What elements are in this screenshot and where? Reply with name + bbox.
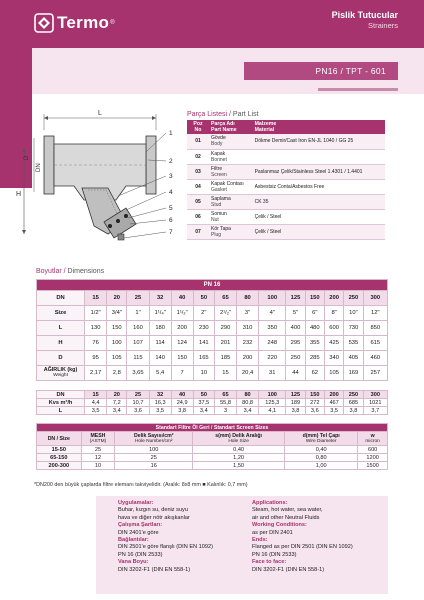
dims-row-cell: 130: [85, 321, 107, 336]
dims-group-row: [37, 280, 388, 291]
dim-dn-label: DN: [36, 163, 42, 172]
dims-dn-row-cell: 150: [305, 291, 324, 306]
dims-row-cell: 100: [107, 336, 127, 351]
dims-size-row-cell: 3/4": [107, 306, 127, 321]
kvs-l-row-label: L: [37, 407, 85, 415]
part-name: [209, 149, 253, 164]
kvs-dn-row-cell: 20: [107, 391, 127, 399]
weight-cell: 257: [363, 366, 387, 381]
dims-row-cell: 460: [363, 351, 387, 366]
dims-dn-row-cell: 80: [236, 291, 258, 306]
dims-row-label: D: [37, 351, 85, 366]
dims-dn-row-cell: 100: [259, 291, 286, 306]
weight-cell: 62: [305, 366, 324, 381]
screens-cell: 65-150: [37, 454, 82, 462]
kvs-row-cell: 80,8: [236, 399, 258, 407]
screens-cell: 1,50: [193, 462, 285, 470]
dims-row-cell: 140: [149, 351, 171, 366]
dims-row-cell: 350: [259, 321, 286, 336]
strainer-drawing: [8, 100, 192, 250]
part-name-en: Stud: [211, 201, 222, 208]
part-name-en: Screen: [211, 171, 227, 178]
dims-row-cell: 150: [171, 351, 193, 366]
callout-6: 6: [169, 217, 173, 224]
weight-cell: 44: [286, 366, 305, 381]
screens-group-row: [37, 424, 388, 432]
parts-col-no: Poz No: [187, 120, 209, 134]
dims-dn-row-cell: 125: [286, 291, 305, 306]
part-no: 05: [187, 194, 209, 209]
part-name-tr: Saplama: [211, 195, 231, 202]
screens-header: [81, 432, 115, 446]
dims-row-cell: 185: [215, 351, 237, 366]
model-code: PN16 / TPT - 601: [244, 62, 398, 80]
part-name-tr: Filtre: [211, 165, 223, 172]
part-name-en: Bonnet: [211, 156, 227, 163]
brand-reg: ®: [110, 20, 115, 26]
screens-cell: 25: [81, 446, 115, 454]
dims-row-cell: 160: [127, 321, 149, 336]
weight-cell: 105: [324, 366, 343, 381]
dim-d-label: D: [24, 155, 30, 160]
parts-row: [187, 164, 385, 179]
dims-dn-row-cell: 65: [215, 291, 237, 306]
dims-row-cell: 480: [305, 321, 324, 336]
part-name: [209, 194, 253, 209]
kvs-row-cell: 55,8: [215, 399, 237, 407]
page-title: [332, 10, 398, 31]
dims-group: PN 16: [37, 280, 388, 291]
screens-header-sub: Hole Number/cm²: [134, 438, 173, 444]
part-no: 02: [187, 149, 209, 164]
parts-row: [187, 224, 385, 239]
screens-header-main: s(mm) Delik Aralığı: [215, 432, 262, 439]
kvs-l-row-cell: 3,7: [363, 407, 387, 415]
kvs-dn-row-cell: 100: [259, 391, 286, 399]
screens-row: [37, 446, 388, 454]
part-name: [209, 224, 253, 239]
dims-row-label: H: [37, 336, 85, 351]
title-en: Strainers: [367, 21, 398, 30]
kvs-l-row-cell: 3: [215, 407, 237, 415]
dims-size-row-cell: 1¹/₄": [149, 306, 171, 321]
dims-size-row-cell: 1/2": [85, 306, 107, 321]
screens-row: [37, 454, 388, 462]
callout-1: 1: [169, 130, 173, 137]
note-text: as per DIN 2401: [252, 529, 293, 536]
kvs-l-row-cell: 3,4: [107, 407, 127, 415]
callout-2: 2: [169, 158, 173, 165]
screens-cell: 15-50: [37, 446, 82, 454]
part-name-tr: Gövde: [211, 135, 226, 142]
notes-en: [252, 500, 392, 574]
dimensions-title-tr: Boyutlar /: [36, 268, 66, 275]
dims-row: [37, 336, 388, 351]
dims-dn-row-cell: 200: [324, 291, 343, 306]
part-name-en: Body: [211, 141, 223, 148]
dims-dn-row: [37, 291, 388, 306]
kvs-dn-row-cell: 25: [127, 391, 149, 399]
dims-row-cell: 400: [286, 321, 305, 336]
weight-label: [37, 366, 85, 381]
dims-row-label: L: [37, 321, 85, 336]
screens-cell: 0,40: [285, 446, 358, 454]
dims-row-cell: 124: [171, 336, 193, 351]
dims-row-cell: 600: [324, 321, 343, 336]
kvs-l-row-cell: 3,5: [85, 407, 107, 415]
note-heading: Applications:: [252, 500, 288, 506]
dims-weight-row: [37, 366, 388, 381]
kvs-l-row-cell: 3,8: [286, 407, 305, 415]
kvs-row-cell: 189: [286, 399, 305, 407]
parts-col-name: Parça Adı Part Name: [209, 120, 253, 134]
dims-row-cell: 290: [215, 321, 237, 336]
note-heading: Vana Boyu:: [118, 559, 149, 566]
dims-row-cell: 405: [344, 351, 363, 366]
kvs-dn-row-cell: 50: [193, 391, 215, 399]
screens-cell: 200-300: [37, 462, 82, 470]
screens-header-main: Delik Sayısı/cm²: [133, 432, 174, 439]
screens-cell: 100: [115, 446, 193, 454]
dims-row-cell: 615: [363, 336, 387, 351]
screens-cell: 10: [81, 462, 115, 470]
screens-header: [358, 432, 388, 446]
kvs-l-row-cell: 3,8: [344, 407, 363, 415]
kvs-row-cell: 10,7: [127, 399, 149, 407]
note-text: PN 16 (DIN 2533): [252, 551, 297, 558]
dims-row-cell: 107: [127, 336, 149, 351]
dims-dn-row-cell: 25: [127, 291, 149, 306]
parts-row: [187, 194, 385, 209]
weight-cell: 169: [344, 366, 363, 381]
screens-header-row: [37, 432, 388, 446]
divider: [318, 88, 398, 91]
part-name-tr: Kapak Contası: [211, 180, 244, 187]
part-material: Dökme Demir/Cast Iron EN-JL 1040 / GG 25: [253, 134, 385, 149]
dims-size-row-cell: 4": [259, 306, 286, 321]
kvs-row-cell: 1021: [363, 399, 387, 407]
parts-title: [187, 111, 259, 118]
screens-row: [37, 462, 388, 470]
part-name-en: Plug: [211, 231, 222, 238]
kvs-row-cell: 272: [305, 399, 324, 407]
kvs-dn-row-label: DN: [37, 391, 85, 399]
kvs-dn-row-cell: 65: [215, 391, 237, 399]
dims-row-cell: 76: [85, 336, 107, 351]
dims-row-cell: 310: [236, 321, 258, 336]
note-text: Steam, hot water, sea water,: [252, 507, 323, 514]
part-no: 03: [187, 164, 209, 179]
dims-row-cell: 232: [236, 336, 258, 351]
dims-row-cell: 201: [215, 336, 237, 351]
parts-row: [187, 149, 385, 164]
dims-row-cell: 95: [85, 351, 107, 366]
dims-row: [37, 321, 388, 336]
screens-cell: 1500: [358, 462, 388, 470]
dims-row-cell: 141: [193, 336, 215, 351]
note-heading: Uygulamalar:: [118, 500, 154, 506]
kvs-dn-row-cell: 80: [236, 391, 258, 399]
title-tr: Pislik Tutucular: [331, 10, 398, 20]
parts-row: [187, 179, 385, 194]
dims-row-cell: 165: [193, 351, 215, 366]
part-material: Asbestsiz Conta/Asbestos Free: [253, 179, 385, 194]
parts-row: [187, 209, 385, 224]
note-heading: Working Conditions:: [252, 522, 307, 529]
dims-row-cell: 285: [305, 351, 324, 366]
screens-header-sub: (ASTM): [89, 438, 107, 444]
kvs-row-cell: 24,9: [171, 399, 193, 407]
screens-cell: 1,20: [193, 454, 285, 462]
weight-cell: 31: [259, 366, 286, 381]
dims-size-row-cell: 1": [127, 306, 149, 321]
weight-cell: 7: [171, 366, 193, 381]
header-bar: [0, 0, 424, 48]
screens-cell: 12: [81, 454, 115, 462]
dims-row-cell: 535: [344, 336, 363, 351]
note-text: PN 16 (DIN 2533): [118, 551, 163, 558]
dims-row-cell: 355: [305, 336, 324, 351]
dims-dn-row-label: DN: [37, 291, 85, 306]
part-name-tr: Kör Tapa: [211, 225, 231, 232]
dims-row-cell: 250: [286, 351, 305, 366]
kvs-l-row-cell: 3,5: [149, 407, 171, 415]
screens-cell: 0,80: [285, 454, 358, 462]
screens-cell: 1200: [358, 454, 388, 462]
dims-row-cell: 105: [107, 351, 127, 366]
part-material: Çelik / Steel: [253, 209, 385, 224]
screens-header-sub: micron: [365, 438, 380, 444]
kvs-dn-row-cell: 200: [324, 391, 343, 399]
screens-header-main: DN / Size: [47, 435, 70, 442]
kvs-dn-row: [37, 391, 388, 399]
callout-5: 5: [169, 205, 173, 212]
screens-header-main: MESH: [90, 432, 106, 439]
dims-size-row-cell: 8": [324, 306, 343, 321]
part-material: [253, 149, 385, 164]
part-name-tr: Somun: [211, 210, 227, 217]
part-no: 07: [187, 224, 209, 239]
dims-size-row-cell: 12": [363, 306, 387, 321]
spacer-cell: [37, 381, 388, 391]
weight-cell: 20,4: [236, 366, 258, 381]
dims-row-cell: 200: [236, 351, 258, 366]
kvs-row-cell: 467: [324, 399, 343, 407]
brand-name: Termo: [57, 13, 110, 32]
dims-dn-row-cell: 300: [363, 291, 387, 306]
dims-row-cell: 340: [324, 351, 343, 366]
termo-logo-icon: [34, 13, 54, 33]
screens-header-main: w: [370, 432, 375, 439]
parts-title-tr: Parça Listesi /: [187, 111, 231, 118]
part-material: Paslanmaz Çelik/Stainless Steel 1.4301 / 1.4401: [253, 164, 385, 179]
dims-row-cell: 730: [344, 321, 363, 336]
kvs-row-cell: 16,3: [149, 399, 171, 407]
dim-l-label: L: [98, 110, 102, 117]
weight-cell: 10: [193, 366, 215, 381]
note-heading: Çalışma Şartları:: [118, 522, 163, 529]
weight-cell: 5,4: [149, 366, 171, 381]
note-heading: Bağlantılar:: [118, 537, 149, 544]
dims-spacer: [37, 381, 388, 391]
kvs-l-row-cell: 3,8: [171, 407, 193, 415]
parts-header-row: [187, 120, 385, 134]
dims-dn-row-cell: 20: [107, 291, 127, 306]
kvs-row-cell: 4,4: [85, 399, 107, 407]
kvs-dn-row-cell: 32: [149, 391, 171, 399]
note-text: DIN 3202-F1 (DIN EN 558-1): [252, 566, 325, 573]
footnote: *DN200 den büyük çaplarda filtre elemanı takviyelidir. (Aralık: 8x8 mm ■ Kalınlık: 0,7 mm): [34, 482, 248, 488]
dims-row-cell: 220: [259, 351, 286, 366]
screens-header: [37, 432, 82, 446]
screens-header-main: d(mm) Tel Çapı: [302, 432, 340, 439]
screens-header: [115, 432, 193, 446]
callout-3: 3: [169, 173, 173, 180]
screens-header: [285, 432, 358, 446]
note-text: DIN 2401'e göre: [118, 529, 159, 536]
note-text: DIN 3202-F1 (DIN EN 558-1): [118, 566, 191, 573]
note-text: DIN 2501'e göre flanşlı (DIN EN 1092): [118, 544, 213, 551]
dims-row-cell: 230: [193, 321, 215, 336]
kvs-l-row-cell: 3,6: [305, 407, 324, 415]
dims-dn-row-cell: 50: [193, 291, 215, 306]
screens-cell: 600: [358, 446, 388, 454]
kvs-l-row-cell: 3,5: [324, 407, 343, 415]
part-name: [209, 164, 253, 179]
kvs-dn-row-cell: 15: [85, 391, 107, 399]
dims-size-row-cell: 3": [236, 306, 258, 321]
kvs-row-cell: 125,3: [259, 399, 286, 407]
kvs-row: [37, 399, 388, 407]
parts-col-material: Malzeme Material: [253, 120, 385, 134]
dims-row-cell: 850: [363, 321, 387, 336]
weight-cell: 2,8: [107, 366, 127, 381]
dims-size-row-cell: 10": [344, 306, 363, 321]
dims-size-row-cell: 2¹/₂": [215, 306, 237, 321]
part-name-tr: Kapak: [211, 150, 226, 157]
part-name: [209, 179, 253, 194]
part-name-en: Gasket: [211, 186, 227, 193]
screens-cell: 16: [115, 462, 193, 470]
dimensions-title-en: Dimensions: [65, 268, 105, 275]
dims-row-cell: 115: [127, 351, 149, 366]
kvs-dn-row-cell: 40: [171, 391, 193, 399]
callout-4: 4: [169, 189, 173, 196]
screens-header-sub: Hole Size: [228, 438, 249, 444]
dims-row: [37, 351, 388, 366]
dims-size-row-cell: 2": [193, 306, 215, 321]
kvs-l-row: [37, 407, 388, 415]
dims-dn-row-cell: 250: [344, 291, 363, 306]
dims-size-row-label: Size: [37, 306, 85, 321]
part-no: 04: [187, 179, 209, 194]
weight-label-tr: AĞIRLIK (kg): [43, 367, 78, 373]
note-heading: Ends:: [252, 537, 268, 544]
kvs-l-row-cell: 3,4: [236, 407, 258, 415]
note-text: hava ve diğer nötr akışkanlar: [118, 514, 190, 521]
brand-logo: [34, 13, 115, 33]
kvs-dn-row-cell: 125: [286, 391, 305, 399]
kvs-row-cell: 7,2: [107, 399, 127, 407]
screens-header-sub: Wire Diameter: [305, 438, 337, 444]
screen-sizes-table: [36, 423, 388, 470]
dimensions-table: [36, 279, 388, 415]
weight-cell: 15: [215, 366, 237, 381]
dims-row-cell: 248: [259, 336, 286, 351]
kvs-row-cell: 37,5: [193, 399, 215, 407]
kvs-l-row-cell: 3,6: [127, 407, 149, 415]
part-name: [209, 134, 253, 149]
dims-row-cell: 425: [324, 336, 343, 351]
callout-7: 7: [169, 229, 173, 236]
dimensions-title: [36, 268, 104, 275]
kvs-dn-row-cell: 150: [305, 391, 324, 399]
note-text: Buhar, kızgın su, deniz suyu: [118, 507, 188, 514]
dims-size-row-cell: 1¹/₂": [171, 306, 193, 321]
kvs-l-row-cell: 3,4: [193, 407, 215, 415]
part-no: 06: [187, 209, 209, 224]
kvs-dn-row-cell: 300: [363, 391, 387, 399]
dims-dn-row-cell: 40: [171, 291, 193, 306]
screens-cell: 25: [115, 454, 193, 462]
dims-row-cell: 150: [107, 321, 127, 336]
part-material: Çelik / Steel: [253, 224, 385, 239]
weight-label-en: Weight: [53, 373, 68, 378]
dims-row-cell: 200: [171, 321, 193, 336]
screens-cell: 1,00: [285, 462, 358, 470]
dims-size-row-cell: 6": [305, 306, 324, 321]
dims-size-row: [37, 306, 388, 321]
note-heading: Face to face:: [252, 559, 287, 566]
screens-group: Standart Filtre Öl Geri / Standart Screen Sizes: [37, 424, 388, 432]
part-no: 01: [187, 134, 209, 149]
kvs-row-label: Kvs m³/h: [37, 399, 85, 407]
part-name: [209, 209, 253, 224]
dims-row-cell: 114: [149, 336, 171, 351]
parts-row: [187, 134, 385, 149]
dims-size-row-cell: 5": [286, 306, 305, 321]
dim-h-label: H: [16, 191, 22, 198]
note-text: Flanged as per DIN 2501 (DIN EN 1092): [252, 544, 353, 551]
kvs-dn-row-cell: 250: [344, 391, 363, 399]
kvs-l-row-cell: 4,1: [259, 407, 286, 415]
weight-cell: 3,65: [127, 366, 149, 381]
parts-title-en: Part List: [230, 111, 259, 118]
dims-row-cell: 295: [286, 336, 305, 351]
dims-dn-row-cell: 32: [149, 291, 171, 306]
part-name-en: Nut: [211, 216, 219, 223]
dims-dn-row-cell: 15: [85, 291, 107, 306]
note-text: air and other Neutral Fluids: [252, 514, 320, 521]
dims-row-cell: 180: [149, 321, 171, 336]
weight-cell: 2,17: [85, 366, 107, 381]
kvs-row-cell: 685: [344, 399, 363, 407]
screens-cell: 0,40: [193, 446, 285, 454]
parts-table: [187, 120, 385, 240]
screens-header: [193, 432, 285, 446]
notes-tr: [118, 500, 248, 574]
part-material: CK 35: [253, 194, 385, 209]
